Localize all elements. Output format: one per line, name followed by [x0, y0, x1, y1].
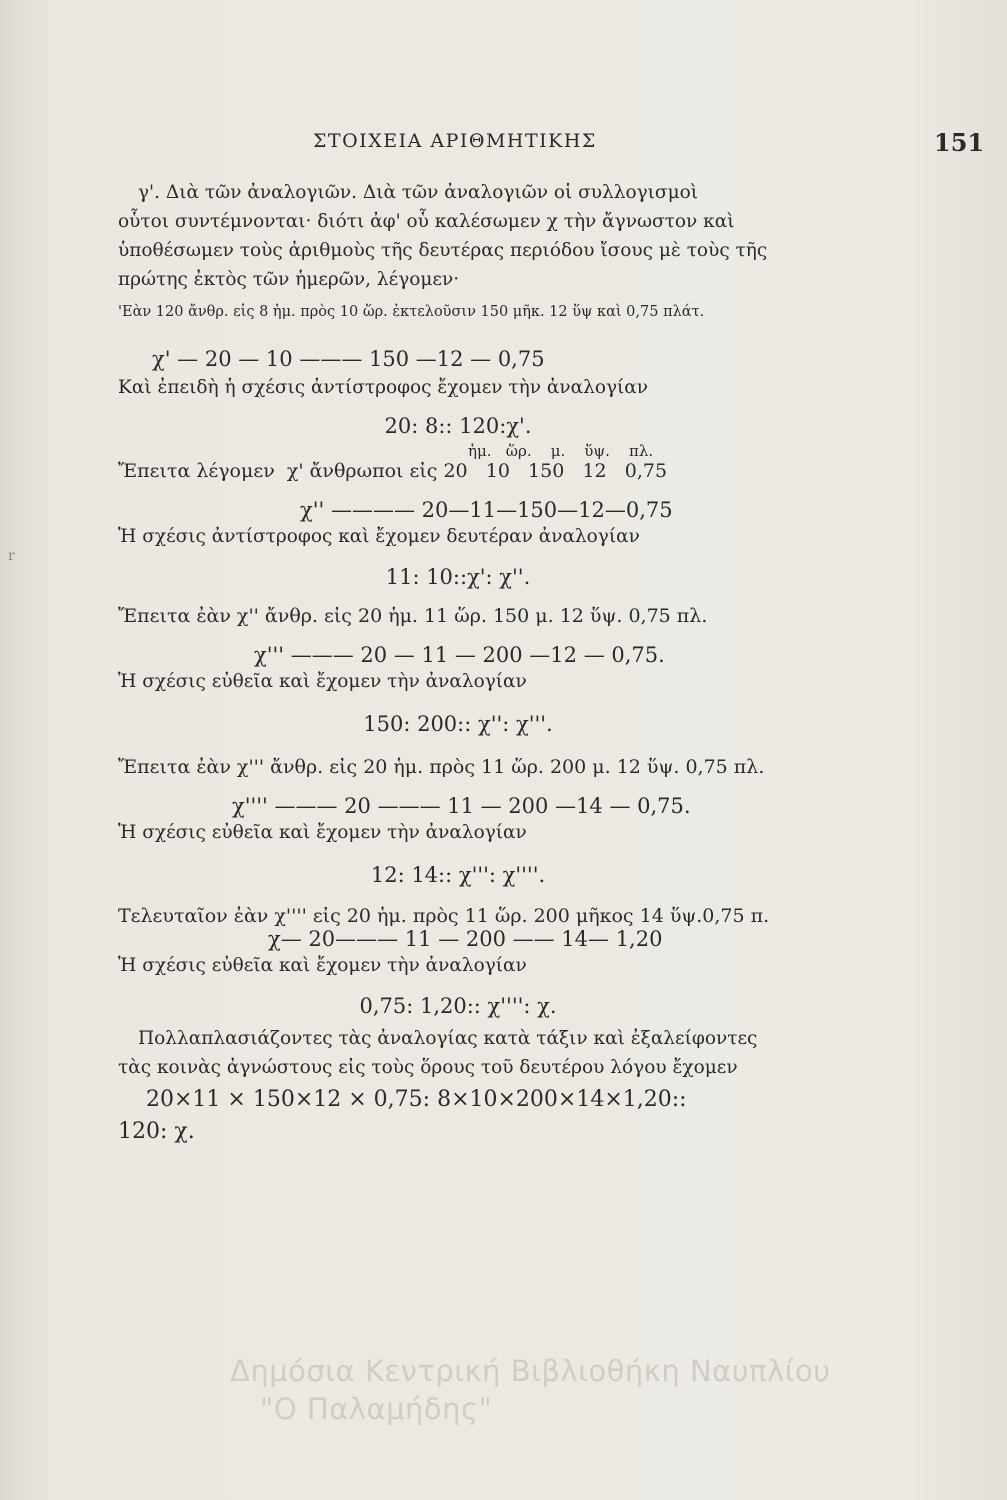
library-watermark: [230, 1352, 990, 1428]
closing-line-1: Πολλαπλασιάζοντες τὰς ἀναλογίας κατὰ τάξιν καὶ ἐξαλείφοντες: [138, 1028, 758, 1049]
closing-line-2: τὰς κοινὰς ἀγνώστους εἰς τοὺς ὅρους τοῦ δευτέρου λόγου ἔχομεν: [118, 1057, 738, 1078]
text-4: Ἡ σχέσις εὐθεῖα καὶ ἔχομεν τὴν ἀναλογίαν: [118, 822, 527, 843]
margin-mark: r: [8, 548, 15, 564]
proportion-4: 12: 14:: χ''': χ''''.: [370, 863, 546, 887]
text-3: Ἡ σχέσις εὐθεῖα καὶ ἔχομεν τὴν ἀναλογίαν: [118, 671, 527, 692]
then-line-2: Ἔπειτα ἐὰν χ'' ἄνθρ. εἰς 20 ἡμ. 11 ὥρ. 150 μ. 12 ὕψ. 0,75 πλ.: [118, 605, 708, 627]
intro-line-2: οὗτοι συντέμνονται· διότι ἀφ' οὗ καλέσωμεν χ τὴν ἄγνωστον καὶ: [118, 211, 735, 232]
proportion-1: 20: 8:: 120:χ'.: [384, 414, 532, 438]
units-row-line: [118, 438, 798, 460]
watermark-line-2: "Ο Παλαμήδης": [260, 1392, 493, 1426]
equation-4: χ'''' ——— 20 ——— 11 — 200 —14 — 0,75.: [232, 794, 691, 818]
equation-1: χ' — 20 — 10 ——— 150 —12 — 0,75: [152, 347, 545, 371]
equation-2: χ'' ———— 20—11—150—12—0,75: [300, 498, 673, 522]
then-line-4: Τελευταῖον ἐὰν χ'''' εἰς 20 ἡμ. πρὸς 11 ὥρ. 200 μῆκος 14 ὕψ.0,75 π.: [118, 905, 770, 927]
equation-3: χ''' ——— 20 — 11 — 200 —12 — 0,75.: [254, 643, 665, 667]
intro-line-3: ὑποθέσωμεν τοὺς ἀριθμοὺς τῆς δευτέρας περιόδου ἴσους μὲ τοὺς τῆς: [118, 240, 768, 261]
page-header: [0, 128, 1007, 158]
then-line-3: Ἔπειτα ἐὰν χ''' ἄνθρ. εἰς 20 ἡμ. πρὸς 11 ὥρ. 200 μ. 12 ὕψ. 0,75 πλ.: [118, 756, 765, 778]
proportion-3: 150: 200:: χ'': χ'''.: [363, 712, 553, 736]
final-result: 120: χ.: [118, 1119, 195, 1144]
final-equation: 20×11 × 150×12 × 0,75: 8×10×200×14×1,20::: [146, 1087, 687, 1112]
problem-statement: 'Εὰν 120 ἄνθρ. εἰς 8 ἡμ. πρὸς 10 ὥρ. ἐκτελοῦσιν 150 μῆκ. 12 ὕψ καὶ 0,75 πλάτ.: [118, 304, 705, 320]
intro-line-1: γ'. Διὰ τῶν ἀναλογιῶν. Διὰ τῶν ἀναλογιῶν οἱ συλλογισμοὶ: [138, 182, 698, 203]
page-number: 151: [934, 128, 985, 157]
text-1: Καὶ ἐπειδὴ ἡ σχέσις ἀντίστροφος ἔχομεν τὴν ἀναλογίαν: [118, 377, 649, 398]
intro-line-4: πρώτης ἐκτὸς τῶν ἡμερῶν, λέγομεν·: [118, 269, 460, 290]
running-title: ΣΤΟΙΧΕΙΑ ΑΡΙΘΜΗΤΙΚΗΣ: [313, 130, 597, 152]
equation-5: χ— 20——— 11 — 200 —— 14— 1,20: [268, 927, 663, 951]
text-5: Ἡ σχέσις εὐθεῖα καὶ ἔχομεν τὴν ἀναλογίαν: [118, 955, 527, 976]
proportion-5: 0,75: 1,20:: χ'''': χ.: [359, 994, 557, 1018]
units-row: ἡμ. ὥρ. μ. ὕψ. πλ.: [468, 442, 654, 460]
watermark-line-1: Δημόσια Κεντρική Βιβλιοθήκη Ναυπλίου: [230, 1354, 831, 1388]
text-2: Ἡ σχέσις ἀντίστροφος καὶ ἔχομεν δευτέραν ἀναλογίαν: [118, 526, 640, 547]
proportion-2: 11: 10::χ': χ''.: [385, 565, 531, 589]
then-line-1: Ἔπειτα λέγομεν χ' ἄνθρωποι εἰς 20 10 150 12 0,75: [118, 460, 668, 482]
page-body: [118, 178, 798, 1148]
